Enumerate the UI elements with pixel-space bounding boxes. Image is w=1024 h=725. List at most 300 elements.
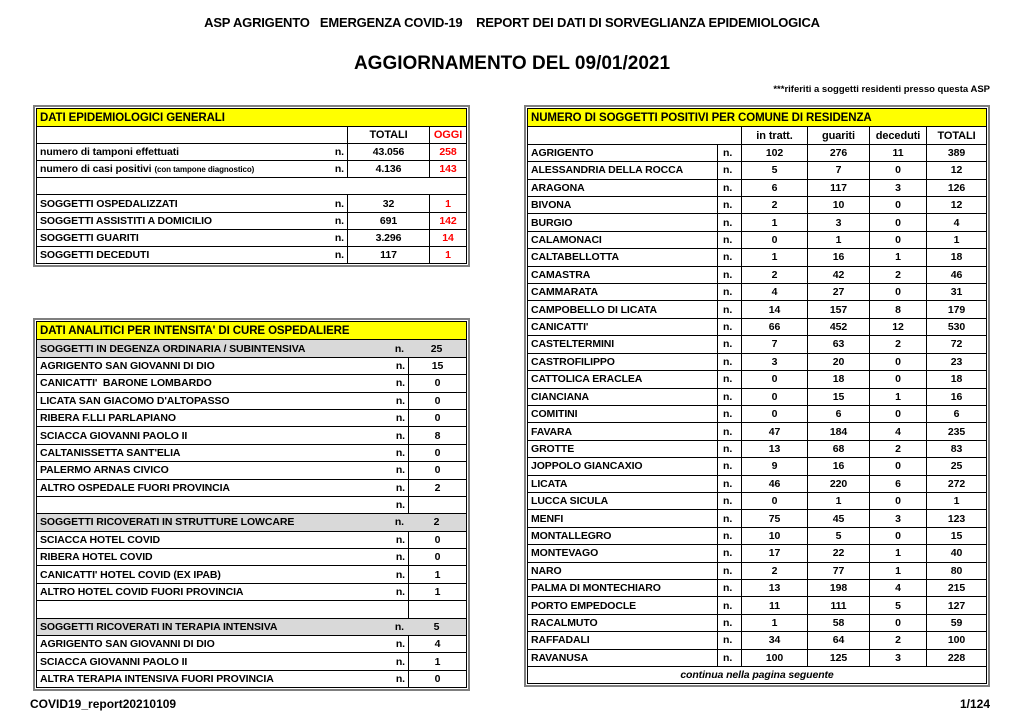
guariti-value: 27 bbox=[807, 284, 869, 300]
unit-label: n. bbox=[395, 673, 405, 685]
table-row bbox=[528, 422, 986, 439]
unit-label: n. bbox=[717, 441, 741, 457]
deceduti-value: 6 bbox=[869, 476, 926, 492]
deceduti-value: 3 bbox=[869, 180, 926, 196]
totali-value: 80 bbox=[926, 563, 986, 579]
guariti-value: 5 bbox=[807, 528, 869, 544]
row-label: CANICATTI' HOTEL COVID (EX IPAB) bbox=[40, 568, 221, 581]
oggi-value: 1 bbox=[429, 195, 466, 211]
table-row bbox=[528, 492, 986, 509]
totali-value: 117 bbox=[347, 247, 429, 263]
table-row bbox=[37, 246, 466, 263]
deceduti-value: 0 bbox=[869, 197, 926, 213]
totali-value: 127 bbox=[926, 597, 986, 613]
totali-value: 23 bbox=[926, 354, 986, 370]
comune-name: CALAMONACI bbox=[531, 234, 602, 247]
deceduti-value: 0 bbox=[869, 493, 926, 509]
totali-value: 179 bbox=[926, 301, 986, 317]
unit-label: n. bbox=[334, 248, 344, 261]
totali-value: 59 bbox=[926, 615, 986, 631]
totali-value: 32 bbox=[347, 195, 429, 211]
subheader-value: 2 bbox=[433, 516, 440, 529]
totali-value: 235 bbox=[926, 423, 986, 439]
column-header-row bbox=[528, 126, 986, 143]
unit-label: n. bbox=[717, 423, 741, 439]
table-row bbox=[528, 579, 986, 596]
comune-name: GROTTE bbox=[531, 442, 575, 455]
page-number: 1/124 bbox=[959, 697, 990, 711]
table-row bbox=[528, 300, 986, 317]
table-row bbox=[528, 266, 986, 283]
unit-label: n. bbox=[395, 586, 405, 599]
row-label-cell bbox=[37, 671, 408, 687]
col-header-guariti: guariti bbox=[807, 127, 869, 143]
comune-name: RACALMUTO bbox=[531, 616, 598, 629]
asp-residents-note: ***riferiti a soggetti residenti presso questa ASP bbox=[773, 84, 990, 95]
comune-name: CATTOLICA ERACLEA bbox=[531, 373, 643, 386]
row-label: SOGGETTI ASSISTITI A DOMICILIO bbox=[40, 214, 213, 227]
table-row bbox=[528, 544, 986, 561]
row-label-small: (con tampone diagnostico) bbox=[154, 164, 255, 174]
deceduti-value: 1 bbox=[869, 563, 926, 579]
row-label: SOGGETTI DECEDUTI bbox=[40, 248, 150, 261]
unit-label: n. bbox=[395, 481, 405, 494]
totali-value: 126 bbox=[926, 180, 986, 196]
count-value: 15 bbox=[408, 358, 466, 374]
totali-value: 16 bbox=[926, 389, 986, 405]
col-header-totali: TOTALI bbox=[347, 127, 429, 143]
unit-label: n. bbox=[334, 214, 344, 227]
row-label: SCIACCA GIOVANNI PAOLO II bbox=[40, 429, 188, 442]
hospital-table-title: DATI ANALITICI PER INTENSITA' DI CURE OSPEDALIERE bbox=[37, 322, 466, 339]
table-row bbox=[528, 144, 986, 161]
unit-label: n. bbox=[395, 568, 405, 581]
table-header-row bbox=[528, 109, 986, 126]
totali-value: 3.296 bbox=[347, 230, 429, 246]
unit-label: n. bbox=[717, 493, 741, 509]
deceduti-value: 0 bbox=[869, 528, 926, 544]
in-tratt-value: 11 bbox=[741, 597, 807, 613]
row-label-cell bbox=[37, 358, 408, 374]
unit-label: n. bbox=[717, 284, 741, 300]
totali-value: 83 bbox=[926, 441, 986, 457]
table-row bbox=[528, 283, 986, 300]
unit-label: n. bbox=[717, 232, 741, 248]
table-row bbox=[37, 212, 466, 229]
table-row bbox=[528, 335, 986, 352]
guariti-value: 452 bbox=[807, 319, 869, 335]
col-header-in-tratt: in tratt. bbox=[741, 127, 807, 143]
table-row bbox=[528, 196, 986, 213]
guariti-value: 10 bbox=[807, 197, 869, 213]
col-header-oggi: OGGI bbox=[429, 127, 466, 143]
table-row bbox=[528, 614, 986, 631]
comune-name: ARAGONA bbox=[531, 181, 585, 194]
row-label: AGRIGENTO SAN GIOVANNI DI DIO bbox=[40, 359, 215, 372]
deceduti-value: 0 bbox=[869, 162, 926, 178]
guariti-value: 77 bbox=[807, 563, 869, 579]
row-label: LICATA SAN GIACOMO D'ALTOPASSO bbox=[40, 394, 230, 407]
totali-value: 46 bbox=[926, 267, 986, 283]
comune-name: RAFFADALI bbox=[531, 634, 590, 647]
unit-label: n. bbox=[395, 655, 405, 668]
totali-value: 18 bbox=[926, 249, 986, 265]
in-tratt-value: 66 bbox=[741, 319, 807, 335]
unit-label: n. bbox=[717, 615, 741, 631]
comune-name: PALMA DI MONTECHIARO bbox=[531, 582, 661, 595]
deceduti-value: 2 bbox=[869, 336, 926, 352]
in-tratt-value: 0 bbox=[741, 371, 807, 387]
row-label: RIBERA HOTEL COVID bbox=[40, 551, 153, 564]
unit-label: n. bbox=[717, 249, 741, 265]
guariti-value: 111 bbox=[807, 597, 869, 613]
guariti-value: 1 bbox=[807, 493, 869, 509]
totali-value: 530 bbox=[926, 319, 986, 335]
row-label-cell bbox=[37, 230, 347, 246]
table-row bbox=[37, 600, 466, 617]
comuni-table-title: NUMERO DI SOGGETTI POSITIVI PER COMUNE DI RESIDENZA bbox=[528, 109, 986, 126]
comune-name: BIVONA bbox=[531, 199, 572, 212]
unit-label: n. bbox=[717, 145, 741, 161]
totali-value: 25 bbox=[926, 458, 986, 474]
guariti-value: 1 bbox=[807, 232, 869, 248]
in-tratt-value: 3 bbox=[741, 354, 807, 370]
row-label-cell bbox=[37, 480, 408, 496]
count-value: 0 bbox=[408, 671, 466, 687]
totali-value: 12 bbox=[926, 197, 986, 213]
totali-value: 123 bbox=[926, 510, 986, 526]
table-row bbox=[37, 670, 466, 687]
row-label-cell bbox=[37, 410, 408, 426]
guariti-value: 58 bbox=[807, 615, 869, 631]
unit-label: n. bbox=[395, 412, 405, 425]
row-label-cell bbox=[37, 566, 408, 582]
continuation-note: continua nella pagina seguente bbox=[680, 669, 834, 682]
unit-label: n. bbox=[395, 638, 405, 651]
page-title: ASP AGRIGENTO EMERGENZA COVID-19 REPORT DEI DATI DI SORVEGLIANZA EPIDEMIOLOGICA bbox=[204, 15, 820, 30]
row-label-cell bbox=[37, 427, 408, 443]
comune-name: CAMASTRA bbox=[531, 268, 591, 281]
table-row bbox=[37, 583, 466, 600]
totali-value: 100 bbox=[926, 632, 986, 648]
general-table-title: DATI EPIDEMIOLOGICI GENERALI bbox=[37, 109, 466, 126]
totali-value: 43.056 bbox=[347, 144, 429, 160]
totali-value: 228 bbox=[926, 650, 986, 666]
in-tratt-value: 2 bbox=[741, 563, 807, 579]
count-value bbox=[408, 601, 466, 617]
in-tratt-value: 17 bbox=[741, 545, 807, 561]
table-row bbox=[37, 548, 466, 565]
row-label: SCIACCA GIOVANNI PAOLO II bbox=[40, 655, 188, 668]
row-label-cell bbox=[37, 532, 408, 548]
table-row bbox=[37, 618, 466, 635]
row-label-cell bbox=[37, 445, 408, 461]
totali-value: 6 bbox=[926, 406, 986, 422]
comune-name: CASTROFILIPPO bbox=[531, 355, 615, 368]
table-row bbox=[37, 531, 466, 548]
in-tratt-value: 1 bbox=[741, 615, 807, 631]
deceduti-value: 0 bbox=[869, 354, 926, 370]
unit-label: n. bbox=[717, 510, 741, 526]
unit-label: n. bbox=[717, 162, 741, 178]
row-label: ALTRA TERAPIA INTENSIVA FUORI PROVINCIA bbox=[40, 673, 274, 685]
subheader-value: 25 bbox=[430, 342, 443, 355]
deceduti-value: 5 bbox=[869, 597, 926, 613]
table-row bbox=[528, 318, 986, 335]
deceduti-value: 2 bbox=[869, 632, 926, 648]
comune-name: FAVARA bbox=[531, 425, 573, 438]
table-row bbox=[528, 179, 986, 196]
unit-label: n. bbox=[717, 354, 741, 370]
subheader-cell bbox=[37, 619, 466, 635]
table-row bbox=[528, 631, 986, 648]
row-label-cell bbox=[37, 497, 408, 513]
deceduti-value: 8 bbox=[869, 301, 926, 317]
table-row bbox=[528, 457, 986, 474]
count-value: 0 bbox=[408, 445, 466, 461]
unit-label: n. bbox=[394, 620, 404, 633]
guariti-value: 16 bbox=[807, 249, 869, 265]
row-label-cell bbox=[37, 653, 408, 669]
unit-label: n. bbox=[717, 389, 741, 405]
empty-header-cell bbox=[37, 127, 347, 143]
table-row bbox=[528, 231, 986, 248]
table-row bbox=[37, 652, 466, 669]
deceduti-value: 1 bbox=[869, 249, 926, 265]
in-tratt-value: 7 bbox=[741, 336, 807, 352]
table-row bbox=[37, 160, 466, 177]
deceduti-value: 3 bbox=[869, 510, 926, 526]
comune-name: CIANCIANA bbox=[531, 390, 590, 403]
guariti-value: 184 bbox=[807, 423, 869, 439]
unit-label: n. bbox=[717, 476, 741, 492]
count-value: 4 bbox=[408, 636, 466, 652]
unit-label: n. bbox=[717, 301, 741, 317]
table-row bbox=[528, 440, 986, 457]
continuation-row bbox=[528, 666, 986, 683]
comune-name: COMITINI bbox=[531, 408, 578, 421]
count-value: 1 bbox=[408, 566, 466, 582]
count-value: 0 bbox=[408, 532, 466, 548]
deceduti-value: 0 bbox=[869, 458, 926, 474]
table-header-row bbox=[37, 322, 466, 339]
guariti-value: 22 bbox=[807, 545, 869, 561]
col-header-deceduti: deceduti bbox=[869, 127, 926, 143]
row-label: AGRIGENTO SAN GIOVANNI DI DIO bbox=[40, 638, 215, 651]
table-row bbox=[37, 409, 466, 426]
totali-value: 4.136 bbox=[347, 161, 429, 177]
in-tratt-value: 4 bbox=[741, 284, 807, 300]
row-label-cell bbox=[37, 247, 347, 263]
unit-label: n. bbox=[395, 429, 405, 442]
oggi-value: 14 bbox=[429, 230, 466, 246]
in-tratt-value: 0 bbox=[741, 389, 807, 405]
table-row bbox=[37, 143, 466, 160]
comune-name: CANICATTI' bbox=[531, 321, 589, 334]
count-value: 1 bbox=[408, 584, 466, 600]
count-value: 0 bbox=[408, 375, 466, 391]
unit-label: n. bbox=[717, 458, 741, 474]
unit-label: n. bbox=[717, 180, 741, 196]
table-row bbox=[528, 248, 986, 265]
guariti-value: 64 bbox=[807, 632, 869, 648]
table-row bbox=[37, 229, 466, 246]
comune-name: CAMPOBELLO DI LICATA bbox=[531, 303, 657, 316]
row-label: ALTRO OSPEDALE FUORI PROVINCIA bbox=[40, 481, 230, 494]
deceduti-value: 12 bbox=[869, 319, 926, 335]
deceduti-value: 0 bbox=[869, 214, 926, 230]
unit-label: n. bbox=[717, 371, 741, 387]
table-row bbox=[528, 370, 986, 387]
subheader-label: SOGGETTI RICOVERATI IN STRUTTURE LOWCARE bbox=[40, 516, 295, 529]
row-label-cell bbox=[37, 601, 408, 617]
guariti-value: 3 bbox=[807, 214, 869, 230]
in-tratt-value: 34 bbox=[741, 632, 807, 648]
table-row bbox=[528, 562, 986, 579]
unit-label: n. bbox=[395, 533, 405, 546]
row-label-cell bbox=[37, 636, 408, 652]
count-value: 2 bbox=[408, 480, 466, 496]
oggi-value: 143 bbox=[429, 161, 466, 177]
comune-name: ALESSANDRIA DELLA ROCCA bbox=[531, 164, 684, 177]
deceduti-value: 0 bbox=[869, 284, 926, 300]
deceduti-value: 4 bbox=[869, 423, 926, 439]
count-value: 8 bbox=[408, 427, 466, 443]
oggi-value: 258 bbox=[429, 144, 466, 160]
comune-name: CASTELTERMINI bbox=[531, 338, 615, 351]
in-tratt-value: 2 bbox=[741, 197, 807, 213]
unit-label: n. bbox=[334, 197, 344, 210]
subheader-label: SOGGETTI RICOVERATI IN TERAPIA INTENSIVA bbox=[40, 620, 278, 633]
row-label: ALTRO HOTEL COVID FUORI PROVINCIA bbox=[40, 586, 244, 599]
in-tratt-value: 100 bbox=[741, 650, 807, 666]
in-tratt-value: 46 bbox=[741, 476, 807, 492]
comune-name: JOPPOLO GIANCAXIO bbox=[531, 460, 643, 473]
comune-name: PORTO EMPEDOCLE bbox=[531, 599, 637, 612]
unit-label: n. bbox=[717, 563, 741, 579]
table-row bbox=[37, 426, 466, 443]
deceduti-value: 0 bbox=[869, 371, 926, 387]
guariti-value: 7 bbox=[807, 162, 869, 178]
comune-name: CAMMARATA bbox=[531, 286, 598, 299]
deceduti-value: 1 bbox=[869, 389, 926, 405]
unit-label: n. bbox=[717, 650, 741, 666]
unit-label: n. bbox=[717, 545, 741, 561]
count-value: 0 bbox=[408, 462, 466, 478]
row-label-cell bbox=[37, 462, 408, 478]
guariti-value: 63 bbox=[807, 336, 869, 352]
table-row bbox=[37, 444, 466, 461]
unit-label: n. bbox=[717, 197, 741, 213]
deceduti-value: 0 bbox=[869, 232, 926, 248]
totali-value: 691 bbox=[347, 213, 429, 229]
unit-label: n. bbox=[717, 597, 741, 613]
row-label-cell bbox=[37, 393, 408, 409]
table-row bbox=[37, 392, 466, 409]
totali-value: 12 bbox=[926, 162, 986, 178]
row-label-cell bbox=[37, 375, 408, 391]
row-label-cell bbox=[37, 161, 347, 177]
totali-value: 72 bbox=[926, 336, 986, 352]
in-tratt-value: 0 bbox=[741, 406, 807, 422]
table-row bbox=[528, 649, 986, 666]
count-value: 0 bbox=[408, 549, 466, 565]
unit-label: n. bbox=[395, 499, 405, 512]
row-label: SOGGETTI GUARITI bbox=[40, 231, 139, 244]
guariti-value: 276 bbox=[807, 145, 869, 161]
totali-value: 4 bbox=[926, 214, 986, 230]
row-label: SCIACCA HOTEL COVID bbox=[40, 533, 161, 546]
row-label: PALERMO ARNAS CIVICO bbox=[40, 464, 169, 477]
hospital-table bbox=[36, 321, 467, 688]
table-row bbox=[37, 513, 466, 530]
deceduti-value: 2 bbox=[869, 441, 926, 457]
totali-value: 272 bbox=[926, 476, 986, 492]
in-tratt-value: 47 bbox=[741, 423, 807, 439]
guariti-value: 157 bbox=[807, 301, 869, 317]
col-header-totali: TOTALI bbox=[926, 127, 986, 143]
unit-label: n. bbox=[334, 231, 344, 244]
guariti-value: 45 bbox=[807, 510, 869, 526]
comune-name: LICATA bbox=[531, 477, 568, 490]
table-row bbox=[528, 527, 986, 544]
guariti-value: 18 bbox=[807, 371, 869, 387]
comune-name: CALTABELLOTTA bbox=[531, 251, 619, 264]
unit-label: n. bbox=[717, 336, 741, 352]
deceduti-value: 1 bbox=[869, 545, 926, 561]
totali-value: 18 bbox=[926, 371, 986, 387]
table-row bbox=[37, 374, 466, 391]
row-label-cell bbox=[37, 584, 408, 600]
row-label-cell bbox=[37, 549, 408, 565]
totali-value: 389 bbox=[926, 145, 986, 161]
guariti-value: 198 bbox=[807, 580, 869, 596]
unit-label: n. bbox=[717, 528, 741, 544]
comune-name: BURGIO bbox=[531, 216, 573, 229]
unit-label: n. bbox=[395, 394, 405, 407]
comune-name: NARO bbox=[531, 564, 562, 577]
guariti-value: 20 bbox=[807, 354, 869, 370]
unit-label: n. bbox=[717, 580, 741, 596]
row-label: CALTANISSETTA SANT'ELIA bbox=[40, 446, 181, 459]
deceduti-value: 11 bbox=[869, 145, 926, 161]
in-tratt-value: 1 bbox=[741, 214, 807, 230]
guariti-value: 42 bbox=[807, 267, 869, 283]
row-label: SOGGETTI OSPEDALIZZATI bbox=[40, 197, 178, 210]
in-tratt-value: 10 bbox=[741, 528, 807, 544]
unit-label: n. bbox=[717, 319, 741, 335]
in-tratt-value: 0 bbox=[741, 232, 807, 248]
totali-value: 1 bbox=[926, 232, 986, 248]
unit-label: n. bbox=[395, 446, 405, 459]
in-tratt-value: 102 bbox=[741, 145, 807, 161]
row-label: numero di tamponi effettuati bbox=[40, 146, 179, 159]
in-tratt-value: 2 bbox=[741, 267, 807, 283]
deceduti-value: 3 bbox=[869, 650, 926, 666]
count-value: 0 bbox=[408, 393, 466, 409]
table-row bbox=[528, 405, 986, 422]
comune-name: RAVANUSA bbox=[531, 651, 589, 664]
unit-label: n. bbox=[717, 214, 741, 230]
table-row bbox=[37, 479, 466, 496]
unit-label: n. bbox=[395, 551, 405, 564]
guariti-value: 220 bbox=[807, 476, 869, 492]
subheader-value: 5 bbox=[433, 620, 440, 633]
blank-cell bbox=[37, 178, 466, 194]
table-row bbox=[528, 213, 986, 230]
guariti-value: 125 bbox=[807, 650, 869, 666]
in-tratt-value: 13 bbox=[741, 580, 807, 596]
